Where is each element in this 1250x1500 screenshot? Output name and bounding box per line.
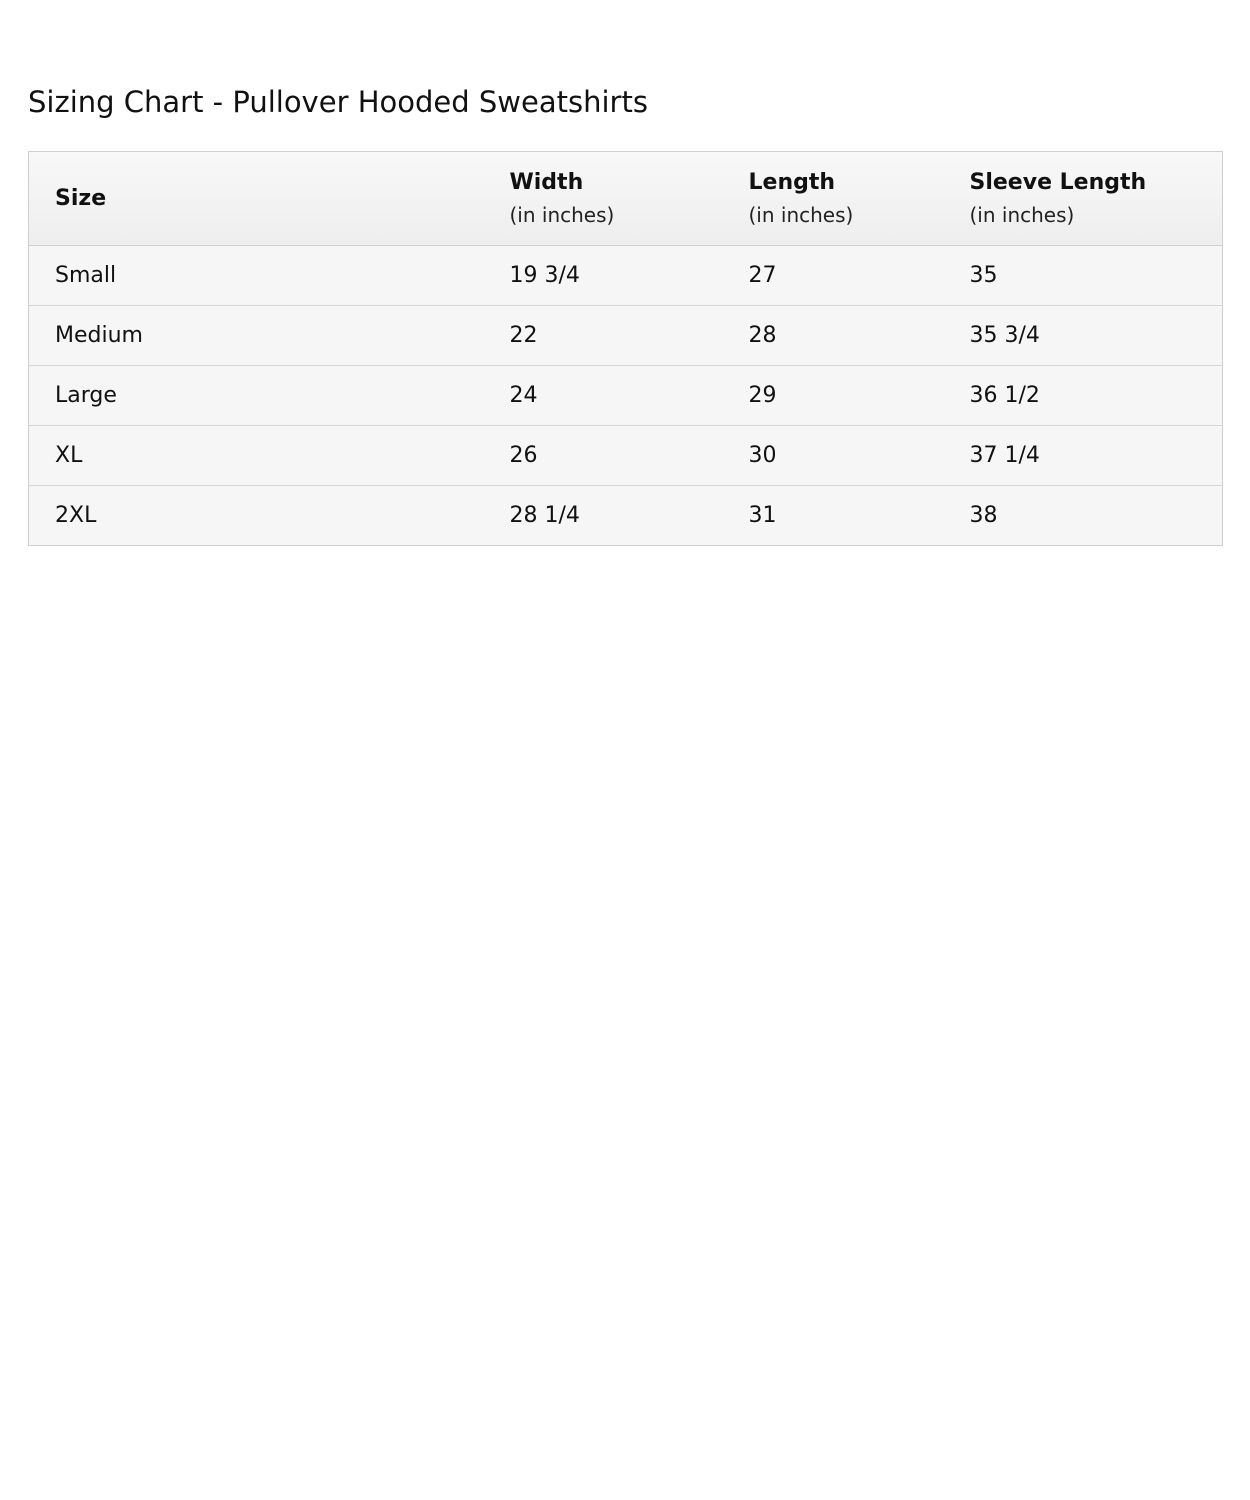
header-unit: (in inches) (969, 203, 1075, 227)
sleeve-length-cell: 35 3/4 (970, 306, 1223, 366)
length-cell: 27 (748, 262, 777, 288)
header-label: Length (748, 170, 836, 195)
width-cell: 26 (510, 426, 749, 486)
table-row (29, 486, 1223, 546)
header-unit: (in inches) (509, 203, 615, 227)
size-cell: Medium (29, 306, 510, 366)
size-cell: 2XL (29, 486, 510, 546)
sleeve-length-cell: 37 1/4 (970, 426, 1223, 486)
sleeve-length-cell: 35 (969, 262, 998, 288)
size-cell: Large (29, 366, 510, 426)
table-row (29, 426, 1223, 486)
size-cell: XL (29, 426, 510, 486)
header-label: Size (55, 186, 107, 211)
width-cell: 19 3/4 (509, 262, 580, 288)
size-cell: Small (55, 262, 117, 288)
header-sleeve-length (970, 152, 1223, 246)
length-cell: 28 (749, 306, 970, 366)
length-cell: 31 (749, 486, 970, 546)
table-row (29, 306, 1223, 366)
header-length (749, 152, 970, 246)
table-row (29, 366, 1223, 426)
sleeve-length-cell: 38 (970, 486, 1223, 546)
header-label: Sleeve Length (969, 170, 1147, 195)
length-cell: 29 (749, 366, 970, 426)
header-width (510, 152, 749, 246)
width-cell: 28 1/4 (510, 486, 749, 546)
table-row (29, 246, 1223, 306)
header-label: Width (509, 170, 584, 195)
page-title: Sizing Chart - Pullover Hooded Sweatshirts (28, 85, 648, 119)
length-cell: 30 (749, 426, 970, 486)
width-cell: 22 (510, 306, 749, 366)
header-unit: (in inches) (748, 203, 854, 227)
sizing-table (28, 151, 1223, 546)
header-size (29, 152, 510, 246)
table-header-row (29, 152, 1223, 246)
sleeve-length-cell: 36 1/2 (970, 366, 1223, 426)
width-cell: 24 (510, 366, 749, 426)
